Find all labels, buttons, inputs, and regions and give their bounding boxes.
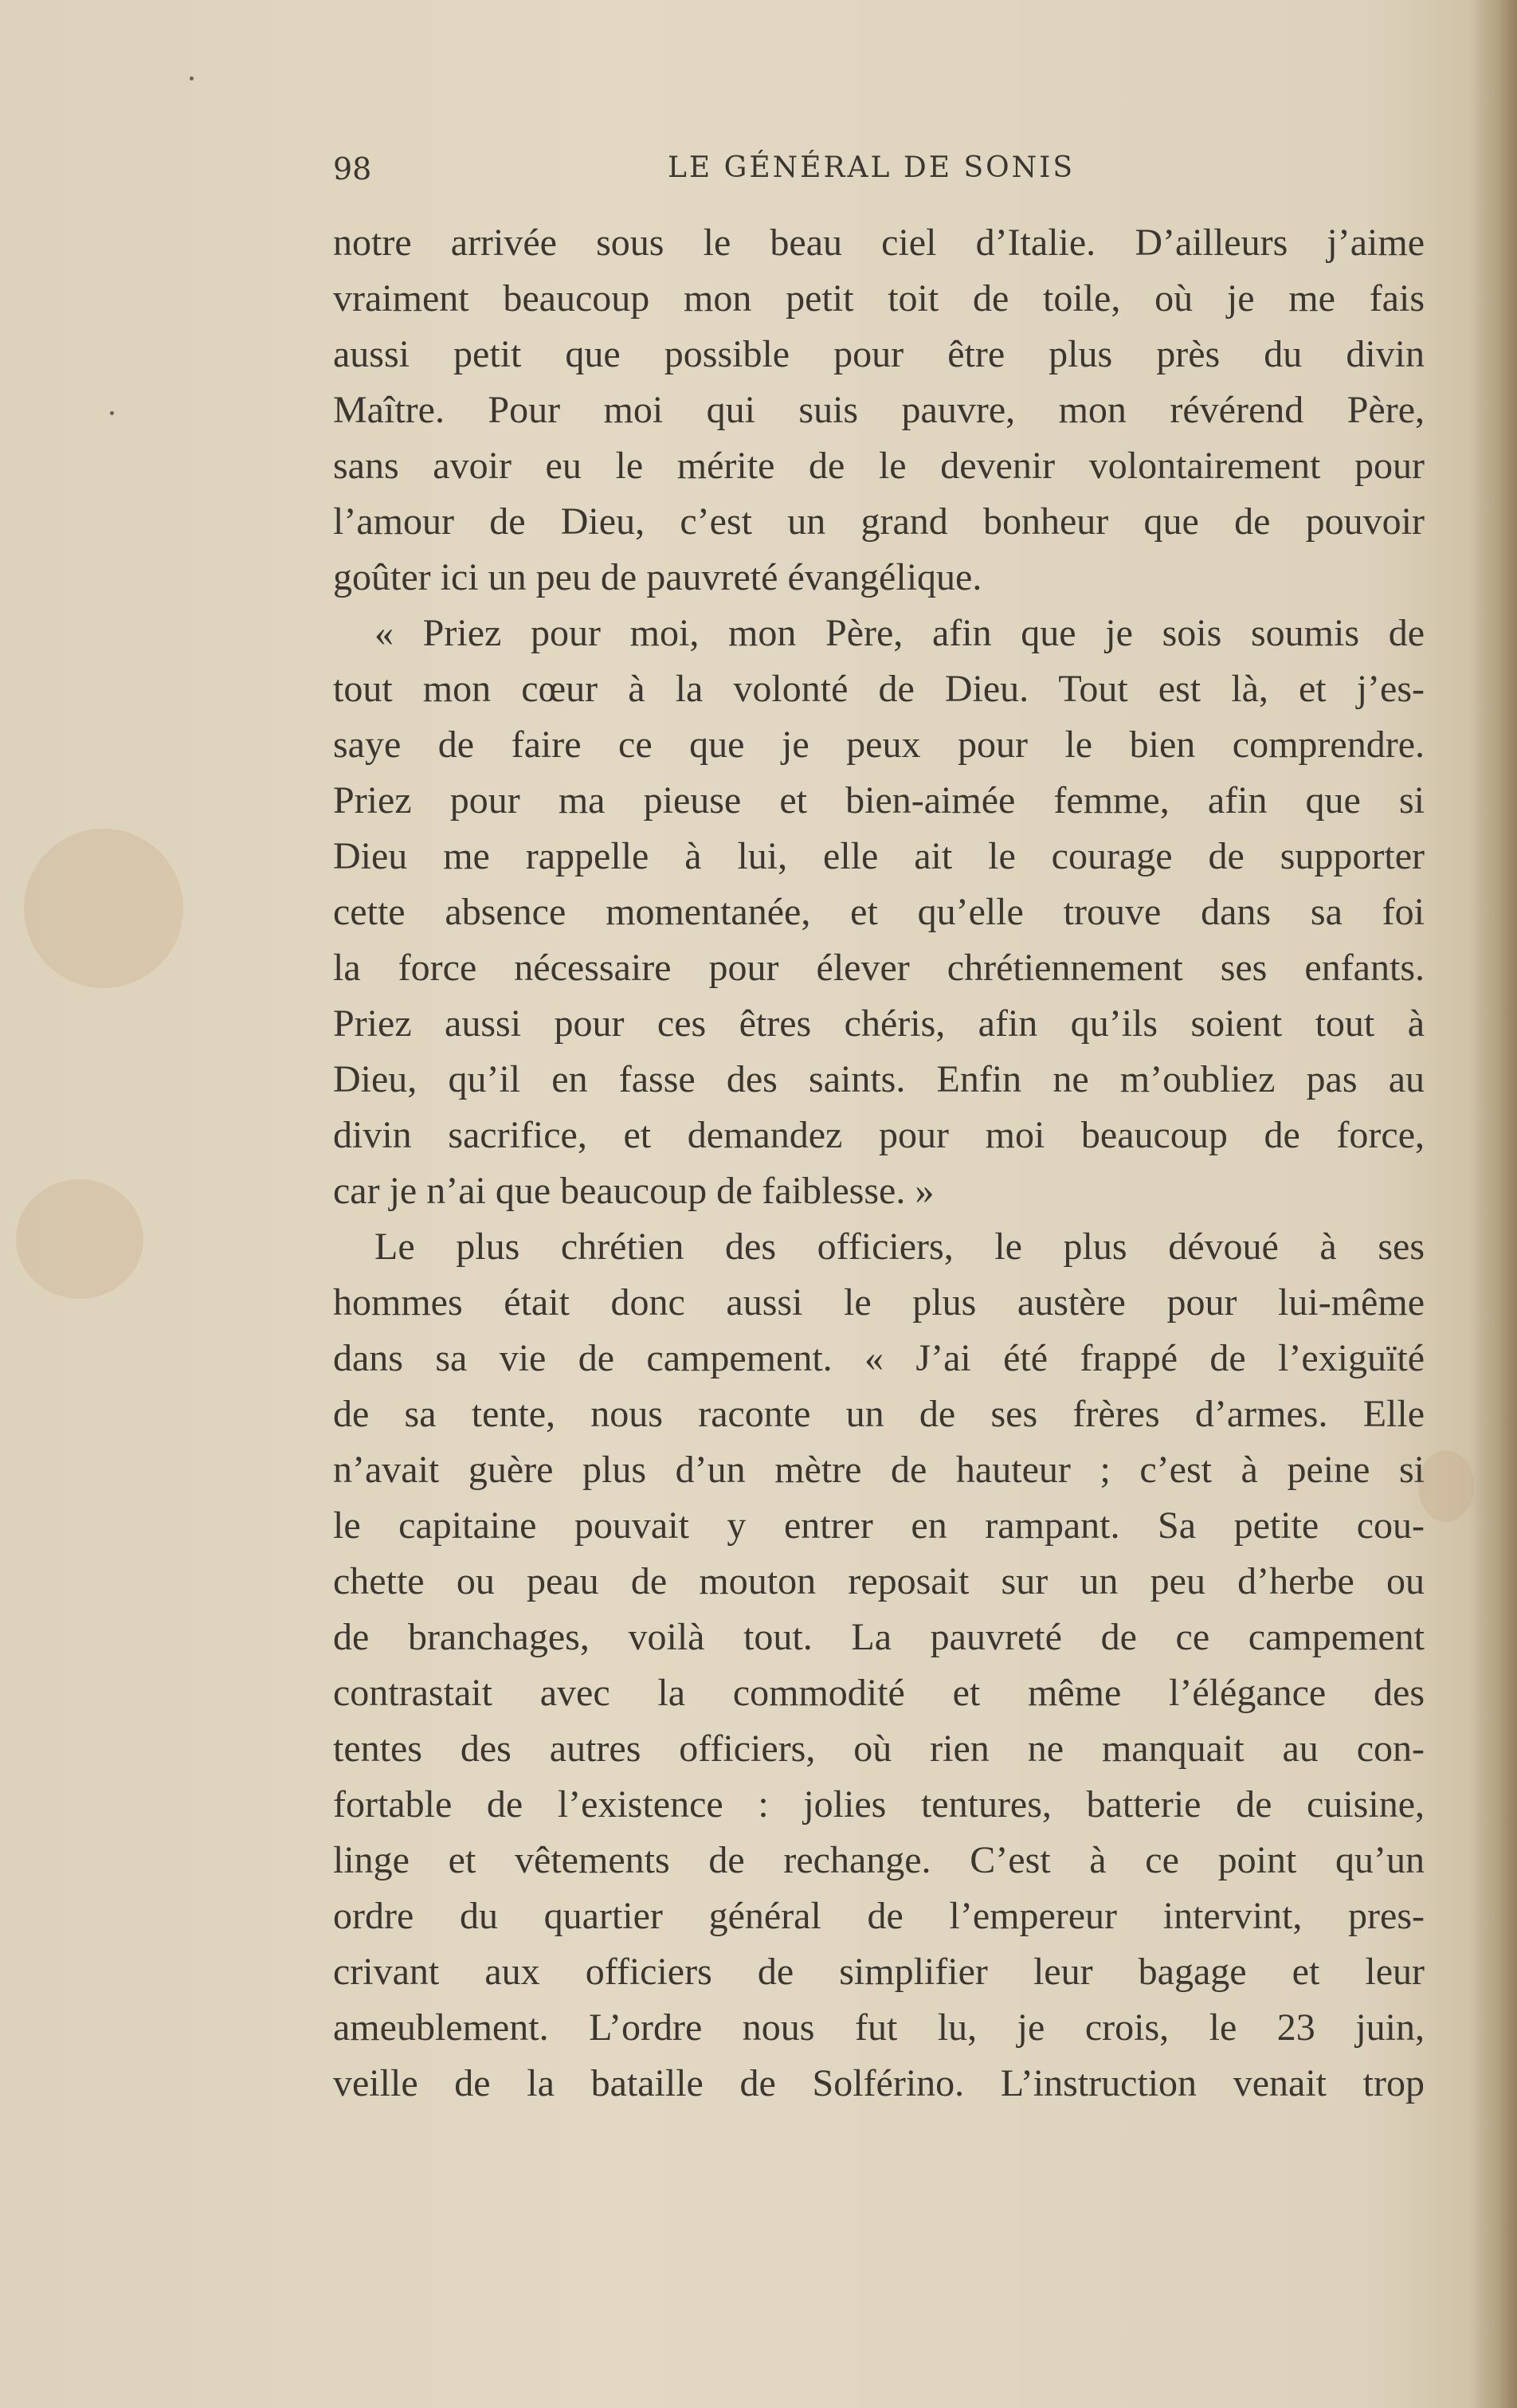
text-line: aussi petit que possible pour être plus près du divin [333,333,1425,375]
text-line: la force nécessaire pour élever chrétiennement ses enfants. [333,947,1425,989]
text-line: vraiment beaucoup mon petit toit de toile, où je me fais [333,277,1425,320]
body-text [333,215,1425,2112]
text-line: Le plus chrétien des officiers, le plus dévoué à ses [374,1226,1425,1268]
text-line: Dieu, qu’il en fasse des saints. Enfin ne m’oubliez pas au [333,1058,1425,1100]
text-line: tentes des autres officiers, où rien ne manquait au con- [333,1728,1425,1770]
text-line: chette ou peau de mouton reposait sur un peu d’herbe ou [333,1560,1425,1602]
text-line: car je n’ai que beaucoup de faiblesse. » [333,1170,935,1212]
text-line: hommes était donc aussi le plus austère pour lui-même [333,1281,1425,1324]
text-line: ameublement. L’ordre nous fut lu, je crois, le 23 juin, [333,2006,1425,2049]
text-line: de sa tente, nous raconte un de ses frères d’armes. Elle [333,1393,1425,1435]
foxing-stain [16,1179,143,1299]
text-line: notre arrivée sous le beau ciel d’Italie. D’ailleurs j’aime [333,222,1425,264]
text-line: l’amour de Dieu, c’est un grand bonheur que de pouvoir [333,500,1425,543]
foxing-stain [24,829,183,988]
text-line: crivant aux officiers de simplifier leur bagage et leur [333,1951,1425,1993]
text-line: ordre du quartier général de l’empereur intervint, pres- [333,1895,1425,1937]
ink-speck [190,76,194,80]
running-title: LE GÉNÉRAL DE SONIS [668,151,1076,184]
text-line: linge et vêtements de rechange. C’est à ce point qu’un [333,1839,1425,1881]
text-line: fortable de l’existence : jolies tentures, batterie de cuisine, [333,1783,1425,1826]
text-line: n’avait guère plus d’un mètre de hauteur ; c’est à peine si [333,1449,1425,1491]
text-line: Maître. Pour moi qui suis pauvre, mon révérend Père, [333,389,1425,431]
text-line: Dieu me rappelle à lui, elle ait le courage de supporter [333,835,1425,877]
text-line: « Priez pour moi, mon Père, afin que je sois soumis de [374,612,1425,654]
text-line: Priez aussi pour ces êtres chéris, afin qu’ils soient tout à [333,1002,1425,1045]
running-head [333,151,1425,196]
text-line: le capitaine pouvait y entrer en rampant. Sa petite cou- [333,1504,1425,1547]
page-number: 98 [333,151,372,186]
text-line: de branchages, voilà tout. La pauvreté de ce campement [333,1616,1425,1658]
text-line: tout mon cœur à la volonté de Dieu. Tout est là, et j’es- [333,668,1425,710]
text-line: dans sa vie de campement. « J’ai été frappé de l’exiguïté [333,1337,1425,1379]
text-line: sans avoir eu le mérite de le devenir volontairement pour [333,445,1425,487]
text-line: divin sacrifice, et demandez pour moi beaucoup de force, [333,1114,1425,1156]
text-line: Priez pour ma pieuse et bien-aimée femme, afin que si [333,779,1425,822]
text-line: goûter ici un peu de pauvreté évangélique. [333,556,982,598]
text-line: cette absence momentanée, et qu’elle trouve dans sa foi [333,891,1425,933]
page-edge-shadow [1469,0,1517,2408]
text-line: contrastait avec la commodité et même l’élégance des [333,1672,1425,1714]
ink-speck [110,411,114,415]
foxing-stain [1418,1450,1474,1522]
text-line: saye de faire ce que je peux pour le bien comprendre. [333,724,1425,766]
text-line: veille de la bataille de Solférino. L’instruction venait trop [333,2062,1425,2104]
